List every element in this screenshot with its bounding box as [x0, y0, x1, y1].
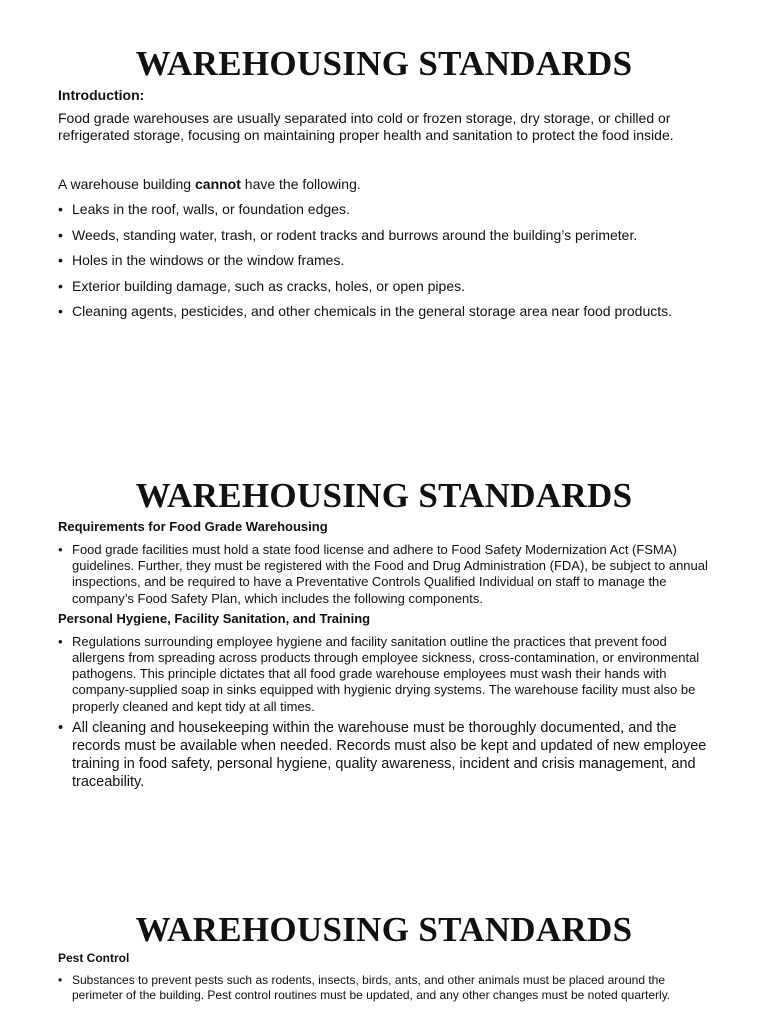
intro-heading: Introduction: [58, 87, 145, 103]
lead-after: have the following. [240, 176, 361, 192]
list-item: • Holes in the windows or the window frames. [58, 252, 710, 269]
cannot-list [58, 201, 710, 320]
list-item: • Regulations surrounding employee hygiene and facility sanitation outline the practices that prevent food allergens from spreading across products through employee sickness, cross-contamination, or environmental pathogens. This principle dictates that all food grade warehouse employees must wash their hands with company-supplied soap in sinks equipped with hygienic drying systems. The warehouse facility must also be properly cleaned and kept tidy at all times. [58, 634, 710, 715]
records-list [58, 719, 710, 791]
slide-3-title: WAREHOUSING STANDARDS [135, 910, 633, 949]
hygiene-list [58, 634, 710, 715]
list-item: • Exterior building damage, such as cracks, holes, or open pipes. [58, 278, 710, 295]
list-item: • Cleaning agents, pesticides, and other chemicals in the general storage area near food products. [58, 303, 710, 320]
lead-sentence [58, 176, 710, 193]
list-item: • Leaks in the roof, walls, or foundation edges. [58, 201, 710, 218]
requirements-list [58, 542, 710, 607]
intro-text: Food grade warehouses are usually separated into cold or frozen storage, dry storage, or chilled or refrigerated storage, focusing on maintaining proper health and sanitation to protect the food inside. [58, 110, 674, 143]
slide-3-content [58, 951, 710, 1003]
hygiene-heading: Personal Hygiene, Facility Sanitation, and Training [58, 610, 371, 626]
list-item: • Food grade facilities must hold a state food license and adhere to Food Safety Modernization Act (FSMA) guidelines. Further, they must be registered with the Food and Drug Administration (FDA), be subject to annual inspections, and be required to have a Preventative Controls Qualified Individual on staff to manage the company’s Food Safety Plan, which includes the following components. [58, 542, 710, 607]
pest-control-heading: Pest Control [58, 951, 130, 965]
lead-before: A warehouse building [58, 176, 195, 192]
pest-control-list [58, 973, 710, 1003]
slide-2-title: WAREHOUSING STANDARDS [135, 476, 633, 515]
slide-2-content [58, 519, 710, 791]
slide-1-title: WAREHOUSING STANDARDS [135, 44, 633, 83]
list-item: • Substances to prevent pests such as rodents, insects, birds, ants, and other animals must be placed around the perimeter of the building. Pest control routines must be updated, and any other changes must be noted quarterly. [58, 973, 710, 1003]
list-item: • All cleaning and housekeeping within the warehouse must be thoroughly documented, and the records must be available when needed. Records must also be kept and updated of new employee training in food safety, personal hygiene, quality awareness, incident and crisis management, and traceability. [58, 719, 710, 791]
slide-1-content [58, 87, 710, 329]
list-item: • Weeds, standing water, trash, or rodent tracks and burrows around the building’s perimeter. [58, 227, 710, 244]
requirements-heading: Requirements for Food Grade Warehousing [58, 519, 328, 534]
lead-bold: cannot [195, 176, 241, 192]
